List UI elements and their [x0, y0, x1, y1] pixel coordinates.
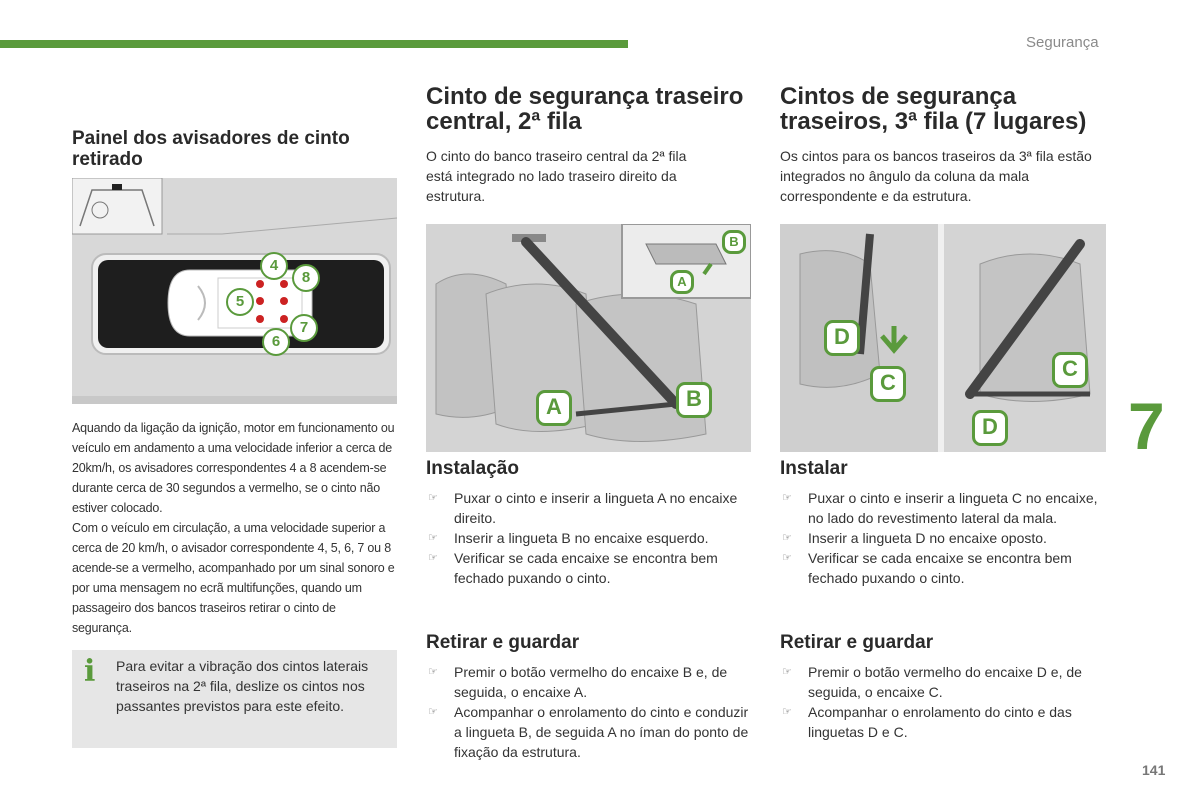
third-row-belt-illustration	[780, 224, 1106, 452]
hand-pointer-icon: ☞	[782, 492, 792, 504]
hand-pointer-icon: ☞	[782, 532, 792, 544]
right-title: Cintos de segurança traseiros, 3ª fila (7 lugares)	[780, 83, 1087, 135]
list-item: ☞ Verificar se cada encaixe se encontra bem fechado puxando o cinto.	[782, 550, 1072, 586]
chapter-number: 7	[1128, 389, 1165, 463]
hand-pointer-icon: ☞	[782, 666, 792, 678]
figure-label-d-2: D	[972, 410, 1008, 446]
figure-label-c-2: C	[1052, 352, 1088, 388]
hand-pointer-icon: ☞	[428, 666, 438, 678]
warning-number-8: 8	[292, 264, 320, 292]
center-intro: O cinto do banco traseiro central da 2ª fila está integrado no lado traseiro direito da estrutura.	[426, 148, 687, 204]
hand-pointer-icon: ☞	[428, 492, 438, 504]
right-remove-steps	[780, 662, 1110, 742]
panel-title: Painel dos avisadores de cinto retirado	[72, 128, 350, 170]
list-item: ☞ Puxar o cinto e inserir a lingueta C no encaixe, no lado do revestimento lateral da mala.	[782, 490, 1098, 526]
center-belt-illustration	[426, 224, 751, 452]
center-install-steps	[426, 488, 751, 588]
inset-label-a: A	[670, 270, 694, 294]
warning-number-6: 6	[262, 328, 290, 356]
list-item: ☞ Puxar o cinto e inserir a lingueta A no encaixe direito.	[428, 490, 738, 526]
right-remove-title: Retirar e guardar	[780, 632, 934, 653]
hand-pointer-icon: ☞	[782, 552, 792, 564]
inset-label-b: B	[722, 230, 746, 254]
right-intro: Os cintos para os bancos traseiros da 3ª fila estão integrados no ângulo da coluna da mala correspondente e da estrutura.	[780, 148, 1092, 204]
center-remove-steps	[426, 662, 751, 762]
hand-pointer-icon: ☞	[428, 706, 438, 718]
panel-paragraph-1: Aquando da ligação da ignição, motor em funcionamento ou veículo em andamento a uma velocidade inferior a cerca de 20km/h, os avisadores correspondentes 4 a 8 acendem-se durante cerca de 30 segundos a vermelho, se o cinto não estiver colocado.	[72, 421, 395, 515]
figure-label-c: C	[870, 366, 906, 402]
list-item: ☞ Acompanhar o enrolamento do cinto e conduzir a lingueta B, de seguida A no íman do ponto de fixação da estrutura.	[428, 704, 749, 760]
list-item: ☞ Acompanhar o enrolamento do cinto e das linguetas D e C.	[782, 704, 1072, 740]
right-install-steps	[780, 488, 1110, 588]
hand-pointer-icon: ☞	[428, 552, 438, 564]
center-install-title: Instalação	[426, 458, 519, 479]
page-number: 141	[1142, 762, 1166, 778]
info-icon: i	[84, 654, 96, 689]
info-box	[72, 650, 397, 748]
figure-label-d: D	[824, 320, 860, 356]
info-text: Para evitar a vibração dos cintos laterais traseiros na 2ª fila, deslize os cintos nos passantes previstos para este efeito.	[116, 658, 369, 714]
list-item: ☞ Verificar se cada encaixe se encontra bem fechado puxando o cinto.	[428, 550, 718, 586]
warning-panel-illustration	[72, 178, 397, 404]
list-item: ☞ Premir o botão vermelho do encaixe B e, de seguida, o encaixe A.	[428, 664, 728, 700]
list-item: ☞ Premir o botão vermelho do encaixe D e, de seguida, o encaixe C.	[782, 664, 1082, 700]
warning-number-5: 5	[226, 288, 254, 316]
warning-number-7: 7	[290, 314, 318, 342]
figure-label-a: A	[536, 390, 572, 426]
right-install-title: Instalar	[780, 458, 848, 479]
section-label: Segurança	[1026, 34, 1099, 51]
hand-pointer-icon: ☞	[428, 532, 438, 544]
panel-paragraph-2: Com o veículo em circulação, a uma velocidade superior a cerca de 20 km/h, o avisador correspondente 4, 5, 6, 7 ou 8 acende-se a vermelho, acompanhado por um sinal sonoro e por uma mensagem no ecrã multifunções, quando um passageiro dos bancos traseiros retirar o cinto de segurança.	[72, 521, 395, 635]
figure-label-b: B	[676, 382, 712, 418]
center-title: Cinto de segurança traseiro central, 2ª fila	[426, 83, 744, 135]
hand-pointer-icon: ☞	[782, 706, 792, 718]
center-remove-title: Retirar e guardar	[426, 632, 580, 653]
list-item: ☞ Inserir a lingueta D no encaixe oposto.	[782, 530, 1047, 546]
warning-number-4: 4	[260, 252, 288, 280]
header-accent-bar	[0, 40, 628, 48]
list-item: ☞ Inserir a lingueta B no encaixe esquerdo.	[428, 530, 709, 546]
